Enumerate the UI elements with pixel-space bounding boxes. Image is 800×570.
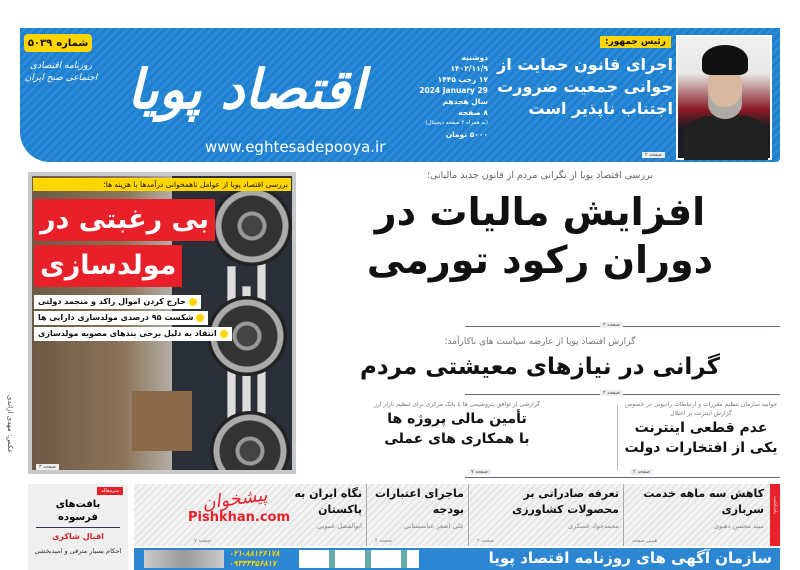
president-kicker: رئیس جمهور: bbox=[600, 36, 671, 48]
opinion-title: ماجرای اعتبارات بودجه bbox=[375, 487, 464, 516]
ad-phone: ۰۲۱-۸۸۱۲۶۱۷۸ bbox=[229, 549, 280, 558]
ad-banner[interactable] bbox=[134, 548, 780, 570]
opinion-title: کاهش سه ماهه خدمت سربازی bbox=[643, 487, 764, 516]
page-ref: صفحه ۷ bbox=[468, 469, 491, 475]
main-kicker: بررسی اقتصاد پویا از نگرانی مردم از قانون جدید مالیاتی؛ bbox=[427, 170, 653, 181]
story-headline: با همکاری های عملی bbox=[384, 431, 530, 447]
opinion-title: نگاه ایران به پاکستان bbox=[294, 487, 362, 516]
bullet-text: خارج کردن اموال راکد و منجمد دولتی bbox=[38, 297, 186, 306]
price: ۵۰۰۰ تومان bbox=[445, 130, 488, 139]
page-ref: صفحه ۲ bbox=[642, 152, 665, 158]
watermark-url: Pishkhan.com bbox=[188, 510, 291, 525]
opinion-author: ابوالفضل عمویی bbox=[317, 522, 362, 530]
page-ref: صفحه ۴ bbox=[375, 538, 392, 544]
newspaper-stack-image bbox=[144, 550, 224, 568]
divider bbox=[617, 405, 618, 470]
president-photo bbox=[676, 35, 772, 160]
solar-date: ۱۴۰۲/۱۱/۹ bbox=[450, 64, 488, 73]
photo-story-kicker: بررسی اقتصاد پویا از عوامل ناهمخوانی درآمدها با هزینه ها؛ bbox=[33, 178, 291, 191]
bullet-item bbox=[34, 327, 232, 341]
main-headline[interactable] bbox=[300, 188, 780, 284]
story-sub: گزارشی از توافق پتروشیمی ها با بانک مرکزی برای تنظیم بازار ارز bbox=[374, 401, 540, 408]
strip-side-bar bbox=[770, 484, 780, 546]
weekday: دوشنبه bbox=[461, 53, 488, 62]
bullet-text: انتقاد به دلیل برخی بندهای مصوبه مولدسازی bbox=[38, 329, 217, 338]
bullet-item bbox=[34, 295, 201, 309]
internet-story[interactable] bbox=[622, 400, 780, 458]
main-headline-line: دوران رکود تورمی bbox=[366, 238, 714, 282]
second-headline[interactable]: گرانی در نیازهای معیشتی مردم bbox=[360, 354, 720, 380]
main-headline-line: افزایش مالیات در bbox=[374, 190, 706, 234]
ad-title: سازمان آگهی های روزنامه اقتصاد پویا bbox=[488, 549, 772, 567]
tagline: روزنامه اقتصادی اجتماعی صبح ایران bbox=[24, 61, 98, 83]
strip-side-label: یادداشت bbox=[772, 496, 778, 514]
bullet-text: شکست ۹۵ درصدی مولدسازی دارایی ها bbox=[38, 313, 194, 322]
opinion-author: علی اصغر عباسستانی bbox=[404, 522, 464, 530]
issue-badge bbox=[24, 34, 92, 52]
photo-story-headline[interactable]: مولدسازی bbox=[34, 245, 182, 287]
opinion-author: سید محسن دهنوی bbox=[713, 522, 764, 530]
page-ref: صفحه ۲ bbox=[600, 322, 623, 328]
editorial-tag: سرمقاله bbox=[97, 487, 123, 495]
page-ref: صفحه ۲ bbox=[600, 390, 623, 396]
photo-caption: عکس: مهدی ازاندی bbox=[6, 395, 14, 454]
editorial-excerpt: احکام بسیار مترقی و امیدبخشی bbox=[34, 547, 122, 555]
issue-label: شماره bbox=[56, 37, 89, 49]
page-ref: صفحه ۳ bbox=[36, 464, 59, 470]
story-sub: جوابیه سازمان تنظیم مقررات و ارتباطات رادیویی در خصوص گزارش اینترنت پر اختلال bbox=[624, 401, 778, 417]
president-headline[interactable]: اجرای قانون حمایت از جوانی جمعیت ضرورت اجتناب ناپذیر است bbox=[497, 55, 673, 118]
photo-story-headline[interactable]: بی رغبتی در bbox=[34, 199, 215, 241]
divider bbox=[465, 477, 780, 478]
pages-note: (به همراه ۴ صفحه دیجیتال) bbox=[425, 120, 488, 126]
editorial-author: اقبال شاکری bbox=[52, 532, 104, 541]
page-ref: صفحه ۲ bbox=[630, 469, 653, 475]
newspaper-thumbnails bbox=[299, 550, 419, 568]
ad-phone: ۰۹۳۳۴۴۵۶۸۱۷ bbox=[229, 559, 277, 568]
gregorian-date: 2024 January 29 bbox=[419, 86, 488, 95]
story-headline: تأمین مالی پروژه ها bbox=[387, 411, 527, 427]
opinion-item[interactable] bbox=[623, 484, 768, 546]
page-count: ۸ صفحه bbox=[458, 108, 488, 117]
finance-story[interactable] bbox=[302, 400, 612, 449]
divider bbox=[36, 527, 120, 528]
year: سال هجدهم bbox=[442, 97, 488, 106]
bullet-item bbox=[34, 311, 208, 325]
lunar-date: ۱۷ رجب ۱۴۴۵ bbox=[437, 75, 488, 84]
opinion-item[interactable] bbox=[366, 484, 468, 546]
story-headline: یکی از افتخارات دولت bbox=[624, 440, 778, 456]
opinion-author: محمدجواد عسکری bbox=[568, 522, 619, 530]
editorial-title: بافت‌های فرسوده bbox=[55, 499, 101, 523]
page-ref: صفحه ۷ bbox=[194, 538, 211, 544]
page-ref: صفحه ۲ bbox=[477, 538, 494, 544]
newspaper-logo: اقتصاد پویا bbox=[127, 57, 365, 121]
date-column bbox=[398, 52, 488, 140]
editorial-box[interactable] bbox=[28, 484, 128, 570]
ad-phones bbox=[229, 549, 280, 569]
issue-number: ۵۰۳۹ bbox=[27, 37, 53, 49]
page-ref: همین صفحه bbox=[632, 538, 658, 544]
bullet-icon bbox=[220, 330, 228, 338]
website-url[interactable]: www.eghtesadepooya.ir bbox=[205, 138, 386, 156]
watermark-logo: پیشخوان bbox=[200, 484, 269, 515]
bullet-icon bbox=[196, 314, 204, 322]
story-headline: عدم قطعی اینترنت bbox=[634, 420, 768, 436]
opinion-title: تعرفه صادراتی بر محصولات کشاورزی bbox=[512, 487, 619, 516]
bullet-icon bbox=[189, 298, 197, 306]
opinion-item[interactable] bbox=[468, 484, 623, 546]
pishkhan-watermark bbox=[188, 484, 291, 526]
second-kicker: گزارش اقتصاد پویا از عارضه سیاست های ناکارآمد؛ bbox=[444, 337, 636, 347]
